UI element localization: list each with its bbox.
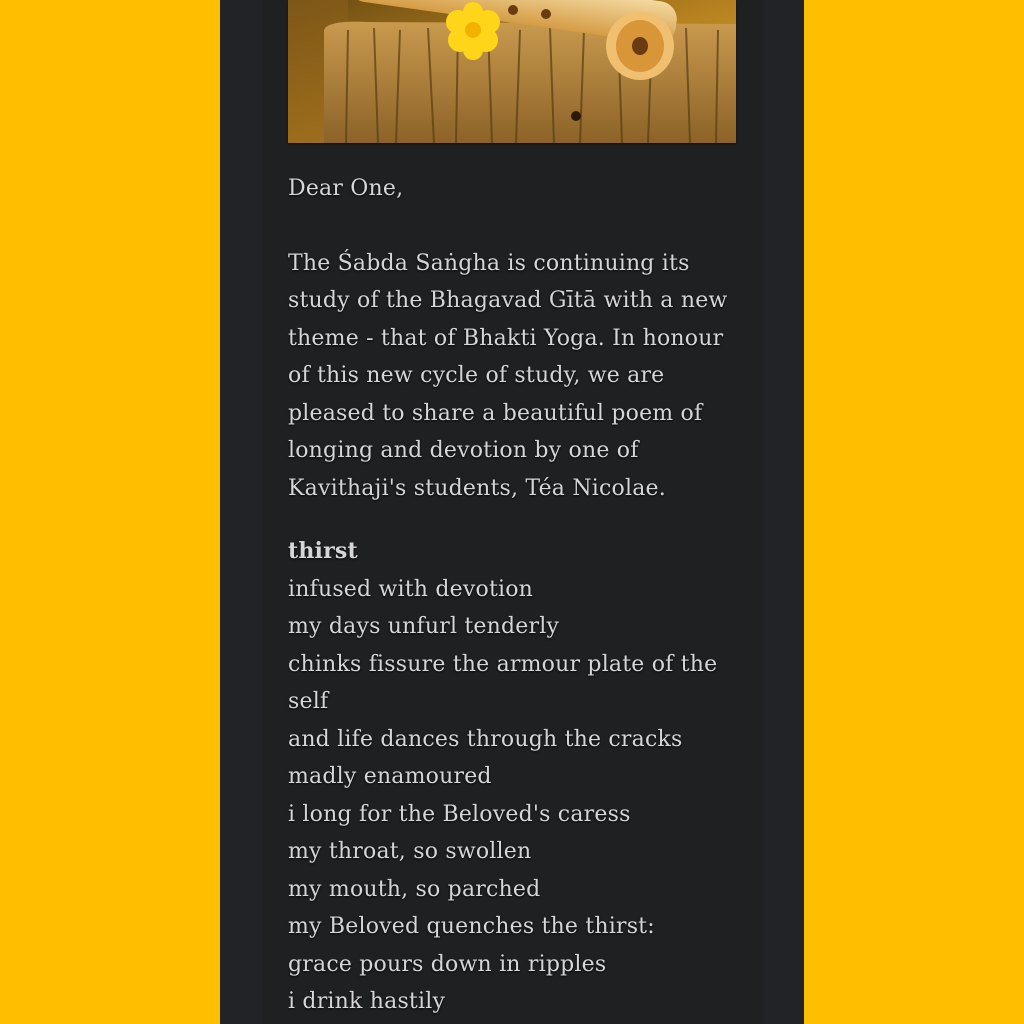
- letter-content: [288, 170, 738, 1021]
- poem-line: i long for the Beloved's caress: [288, 801, 631, 827]
- poem-line: my Beloved quenches the thirst:: [288, 914, 655, 939]
- poem-line: my mouth, so parched: [288, 876, 541, 902]
- poem-line: my days unfurl tenderly: [288, 614, 560, 639]
- poem-title: thirst: [288, 538, 358, 564]
- poem-line: infused with devotion: [288, 576, 534, 602]
- intro-paragraph: The Śabda Saṅgha is continuing its study of the Bhagavad Gītā with a new theme - that of Bhakti Yoga. In honour of this new cycle of study, we are pleased to share a beautiful poem of longing and devotion by one of Kavithaji's students, Téa Nicolae.: [288, 250, 728, 501]
- poem-line: grace pours down in ripples: [288, 951, 607, 977]
- poem-lines: [288, 571, 738, 1021]
- poem-line: i drink hastily: [288, 989, 446, 1014]
- hero-image: [288, 0, 736, 143]
- poem-line: madly enamoured: [288, 764, 492, 789]
- poem-line: and life dances through the cracks: [288, 726, 683, 752]
- poem-line: chinks fissure the armour plate of the self: [288, 651, 718, 714]
- greeting: Dear One,: [288, 176, 404, 201]
- poem-line: my throat, so swollen: [288, 839, 532, 864]
